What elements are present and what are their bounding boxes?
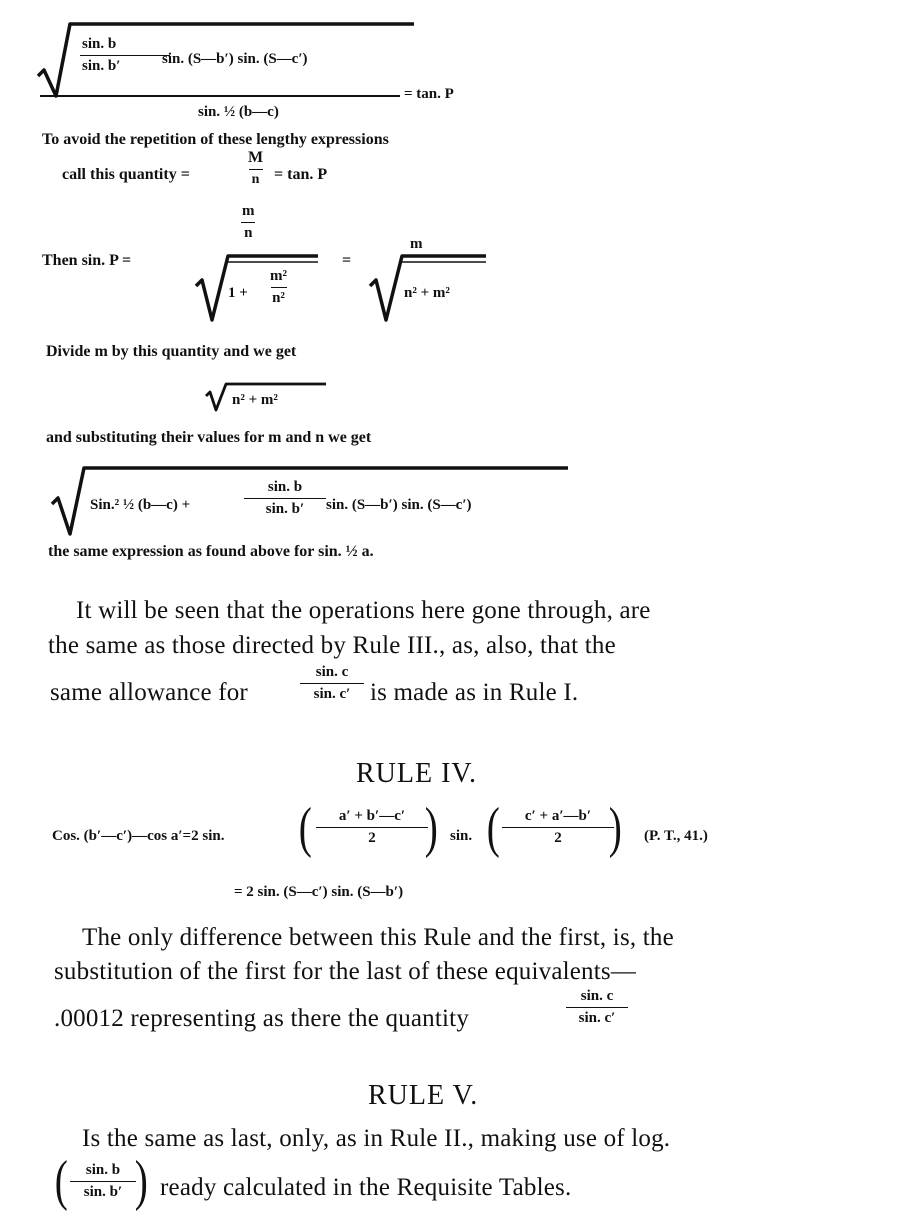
then-sin-inner-fraction: m² n² (270, 268, 287, 307)
para-seen-line3-suffix: is made as in Rule I. (370, 679, 579, 706)
then-sin-one-plus: 1 + (228, 285, 248, 301)
formula-1-num-top: sin. b (82, 36, 117, 52)
call-quantity-result: = tan. P (274, 166, 328, 183)
formula-2-lead: Sin.² ½ (b—c) + (90, 497, 191, 513)
para-seen-line2: the same as those directed by Rule III., as, also, that the (48, 632, 616, 659)
rule-iv-fraction-1: a′ + b′—c′ 2 (316, 808, 428, 847)
formula-1-num-bottom: sin. b′ (82, 58, 121, 75)
then-sin-top-fraction: m n (242, 203, 255, 242)
rule-iv-para-line2: substitution of the first for the last of these equivalents— (54, 958, 637, 985)
then-sin-prefix: Then sin. P = (42, 252, 132, 269)
rule-iv-eq-prefix: Cos. (b′—c′)—cos a′=2 sin. (52, 828, 225, 844)
same-expression-text: the same expression as found above for sin. ½ a. (48, 543, 374, 560)
then-sin-equals: = (342, 252, 352, 269)
right-paren-icon: ) (134, 1150, 148, 1212)
formula-1-radicand-tail: sin. (S—b′) sin. (S—c′) (162, 51, 308, 67)
rule-iv-sin-mid: sin. (450, 828, 473, 844)
para-seen-line3-prefix: same allowance for (50, 679, 248, 706)
para-seen-fraction: sin. c sin. c′ (300, 664, 364, 703)
sqrt-expression: n² + m² (232, 392, 278, 408)
rule-iv-para-fraction: sin. c sin. c′ (566, 988, 628, 1027)
rule-iv-fraction-2: c′ + a′—b′ 2 (502, 808, 614, 847)
left-paren-icon: ( (298, 797, 312, 859)
call-quantity-prefix: call this quantity = (62, 166, 190, 183)
formula-1-main-bar (40, 95, 400, 97)
rule-iv-heading: RULE IV. (356, 758, 478, 789)
substituting-text: and substituting their values for m and n we get (46, 429, 372, 446)
rule-v-line1: Is the same as last, only, as in Rule II., making use of log. (82, 1125, 671, 1152)
then-sin-right-den: n² + m² (404, 285, 450, 301)
rule-v-line2-suffix: ready calculated in the Requisite Tables. (160, 1174, 572, 1201)
call-quantity-fraction: M n (248, 149, 264, 188)
rule-iv-para-line3-prefix: .00012 representing as there the quantity (54, 1005, 470, 1032)
formula-1-result: = tan. P (404, 86, 454, 102)
right-paren-icon: ) (424, 797, 438, 859)
rule-iv-line2: = 2 sin. (S—c′) sin. (S—b′) (234, 884, 404, 900)
left-paren-icon: ( (486, 797, 500, 859)
left-paren-icon: ( (54, 1150, 68, 1212)
then-sin-right-num: m (410, 236, 423, 252)
rule-v-fraction: sin. b sin. b′ (70, 1162, 136, 1201)
rule-iv-para-line1: The only difference between this Rule and the first, is, the (82, 924, 674, 951)
formula-2-fraction: sin. b sin. b′ (244, 479, 326, 518)
formula-1-fraction (80, 36, 170, 75)
formula-2-tail: sin. (S—b′) sin. (S—c′) (326, 497, 472, 513)
rule-v-heading: RULE V. (368, 1080, 479, 1111)
formula-1-denominator: sin. ½ (b—c) (198, 104, 279, 120)
rule-iv-ref: (P. T., 41.) (644, 828, 708, 844)
radical-sign-icon (194, 252, 324, 324)
right-paren-icon: ) (608, 797, 622, 859)
para-seen-line1: It will be seen that the operations here gone through, are (76, 597, 651, 624)
divide-text: Divide m by this quantity and we get (46, 343, 297, 360)
para-avoid: To avoid the repetition of these lengthy expressions (42, 131, 389, 148)
